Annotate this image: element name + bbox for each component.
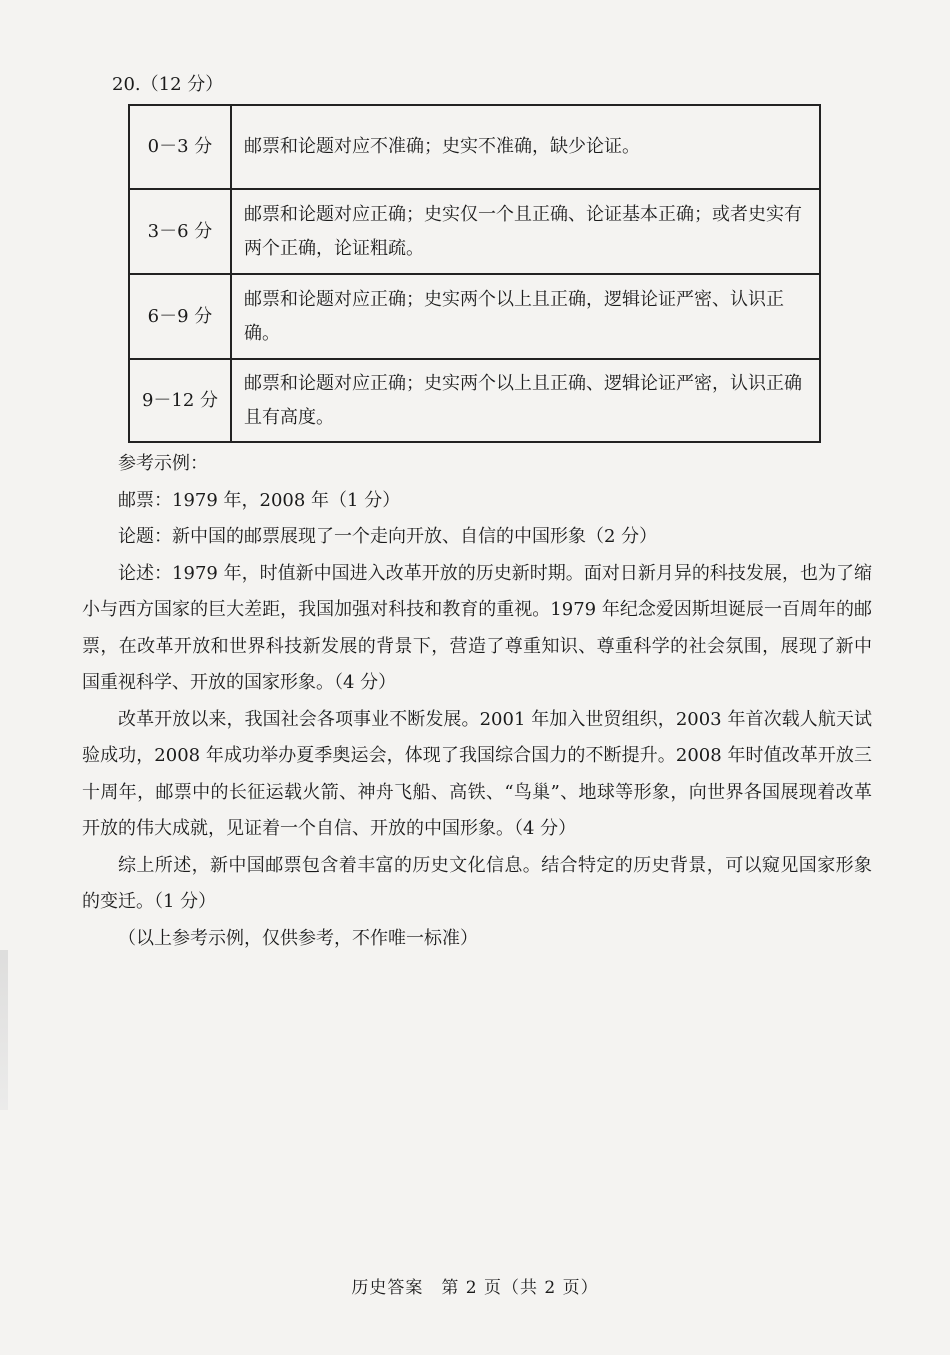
stamps-line: 邮票：1979 年，2008 年（1 分） (118, 489, 401, 511)
rubric-row (129, 189, 820, 274)
rubric-row (129, 274, 820, 359)
disclaimer-note: （以上参考示例，仅供参考，不作唯一标准） (118, 927, 478, 949)
conclusion-paragraph: 综上所述，新中国邮票包含着丰富的历史文化信息。结合特定的历史背景，可以窥见国家形象的变迁。（1 分） (82, 854, 872, 912)
score-range: 0－3 分 (129, 105, 231, 189)
score-criteria: 邮票和论题对应正确；史实两个以上且正确、逻辑论证严密，认识正确且有高度。 (231, 359, 820, 442)
argument-paragraph-2: 改革开放以来，我国社会各项事业不断发展。2001 年加入世贸组织，2003 年首次载人航天试验成功，2008 年成功举办夏季奥运会，体现了我国综合国力的不断提升。2008 年时值改革开放三十周年，邮票中的长征运载火箭、神舟飞船、高铁、“鸟巢”、地球等形象，向世界各国展现着改革开放的伟大成就，见证着一个自信、开放的中国形象。（4 分） (82, 708, 872, 839)
reference-answer (82, 446, 872, 957)
question-number: 20.（12 分） (112, 74, 224, 95)
score-criteria: 邮票和论题对应不准确；史实不准确，缺少论证。 (231, 105, 820, 189)
reference-heading: 参考示例： (118, 453, 208, 474)
rubric-row (129, 359, 820, 442)
score-range: 6－9 分 (129, 274, 231, 359)
thesis-line: 论题：新中国的邮票展现了一个走向开放、自信的中国形象（2 分） (118, 526, 658, 547)
score-criteria: 邮票和论题对应正确；史实仅一个且正确、论证基本正确；或者史实有两个正确，论证粗疏。 (231, 189, 820, 274)
scan-edge-mark (0, 950, 8, 1110)
score-criteria: 邮票和论题对应正确；史实两个以上且正确，逻辑论证严密、认识正确。 (231, 274, 820, 359)
score-range: 9－12 分 (129, 359, 231, 442)
scoring-rubric-table (128, 104, 821, 443)
score-range: 3－6 分 (129, 189, 231, 274)
page-footer: 历史答案 第 2 页（共 2 页） (351, 1278, 599, 1298)
argument-paragraph-1: 论述：1979 年，时值新中国进入改革开放的历史新时期。面对日新月异的科技发展，也为了缩小与西方国家的巨大差距，我国加强对科技和教育的重视。1979 年纪念爱因斯坦诞辰一百周年的邮票，在改革开放和世界科技新发展的背景下，营造了尊重知识、尊重科学的社会氛围，展现了新中国重视科学、开放的国家形象。（4 分） (82, 562, 872, 693)
rubric-row (129, 105, 820, 189)
